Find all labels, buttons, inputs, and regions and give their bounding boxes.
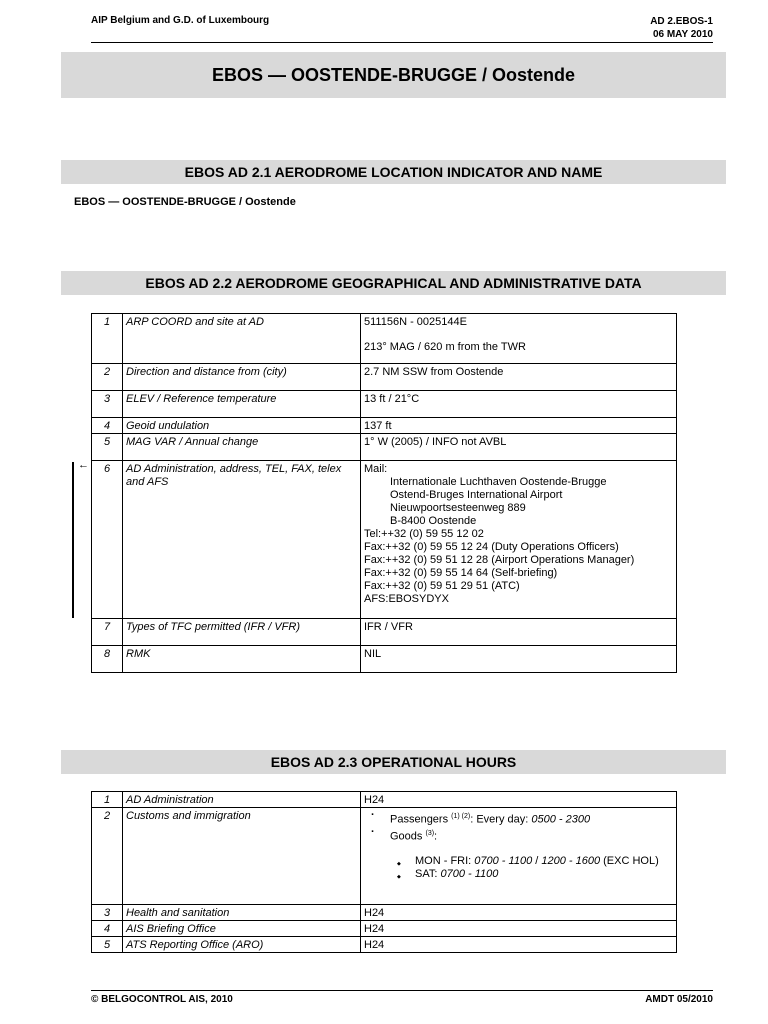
table-row [92, 434, 677, 461]
row-number: 1 [92, 792, 123, 808]
weekday-hours-2: 1200 - 1600 [541, 855, 601, 868]
goods-hours-list [364, 855, 673, 881]
address-line: Ostend-Bruges International Airport [390, 489, 563, 501]
table-row [92, 619, 677, 646]
weekday-label: MON - FRI: [415, 855, 475, 868]
row-number: 3 [92, 905, 123, 921]
table-row [92, 391, 677, 418]
row-value: H24 [361, 905, 677, 921]
change-bar [72, 462, 74, 618]
row-number: 5 [92, 434, 123, 461]
passengers-hours: 0500 - 2300 [531, 813, 591, 826]
address-line: Nieuwpoortsesteenweg 889 [390, 502, 526, 514]
row-number: 1 [92, 314, 123, 364]
weekday-hours-1: 0700 - 1100 [474, 855, 533, 868]
passengers-label: Passengers [390, 813, 449, 826]
row-value: H24 [361, 792, 677, 808]
table-row [92, 364, 677, 391]
row-number: 5 [92, 937, 123, 953]
row-item: ATS Reporting Office (ARO) [123, 937, 361, 953]
geo-admin-table [91, 313, 677, 673]
footer-copyright: © BELGOCONTROL AIS, 2010 [91, 994, 233, 1005]
contact-line: Fax:++32 (0) 59 51 12 28 (Airport Operations Manager) [364, 554, 635, 566]
header-reference [650, 15, 713, 41]
contact-line: Fax:++32 (0) 59 51 29 51 (ATC) [364, 580, 520, 592]
table-row [92, 937, 677, 953]
mail-label: Mail: [364, 463, 388, 475]
list-item [364, 868, 673, 881]
arp-coordinates: 511156N - 0025144E [364, 316, 467, 328]
row-item: Customs and immigration [123, 808, 361, 905]
row-value [361, 461, 677, 619]
customs-list [364, 810, 673, 843]
table-row [92, 808, 677, 905]
operational-hours-table [91, 791, 677, 953]
table-row [92, 792, 677, 808]
contact-line: Tel:++32 (0) 59 55 12 02 [364, 528, 484, 540]
row-value: NIL [361, 646, 677, 673]
row-item: RMK [123, 646, 361, 673]
row-item: Types of TFC permitted (IFR / VFR) [123, 619, 361, 646]
footnote-ref: (3) [425, 829, 435, 837]
goods-colon: : [434, 830, 438, 843]
row-value: IFR / VFR [361, 619, 677, 646]
aerodrome-name: EBOS — OOSTENDE-BRUGGE / Oostende [74, 196, 296, 208]
table-row [92, 461, 677, 619]
separator: / [532, 855, 542, 868]
row-number: 6 [92, 461, 123, 619]
row-item: Health and sanitation [123, 905, 361, 921]
weekday-note: (EXC HOL) [600, 855, 659, 868]
contact-line: Fax:++32 (0) 59 55 12 24 (Duty Operations Officers) [364, 541, 619, 553]
address-line: B-8400 Oostende [390, 515, 477, 527]
section-2-2-heading: EBOS AD 2.2 AERODROME GEOGRAPHICAL AND ADMINISTRATIVE DATA [61, 271, 726, 295]
row-item: AD Administration [123, 792, 361, 808]
footer-amendment: AMDT 05/2010 [645, 994, 713, 1005]
header-divider [91, 42, 713, 43]
table-row [92, 314, 677, 364]
row-item: ARP COORD and site at AD [123, 314, 361, 364]
list-item [364, 827, 673, 844]
row-item: ELEV / Reference temperature [123, 391, 361, 418]
row-number: 4 [92, 418, 123, 434]
row-item: AIS Briefing Office [123, 921, 361, 937]
row-number: 2 [92, 808, 123, 905]
header-publication: AIP Belgium and G.D. of Luxembourg [91, 15, 270, 26]
saturday-hours: 0700 - 1100 [440, 868, 499, 881]
row-value: 137 ft [361, 418, 677, 434]
row-value [361, 314, 677, 364]
passengers-text: : Every day: [470, 813, 532, 826]
footnote-ref: (1) (2) [451, 813, 471, 820]
list-item [364, 810, 673, 827]
section-2-3-heading: EBOS AD 2.3 OPERATIONAL HOURS [61, 750, 726, 774]
row-item: Geoid undulation [123, 418, 361, 434]
row-item: MAG VAR / Annual change [123, 434, 361, 461]
table-row [92, 905, 677, 921]
row-item: AD Administration, address, TEL, FAX, telex and AFS [123, 461, 361, 619]
table-row [92, 418, 677, 434]
page-reference: AD 2.EBOS-1 [650, 16, 713, 27]
arp-site: 213° MAG / 620 m from the TWR [364, 341, 526, 353]
goods-label: Goods [390, 830, 423, 843]
row-number: 2 [92, 364, 123, 391]
address-line: Internationale Luchthaven Oostende-Brugge [390, 476, 607, 488]
contact-line: AFS:EBOSYDYX [364, 593, 449, 605]
row-value: 1° W (2005) / INFO not AVBL [361, 434, 677, 461]
row-item: Direction and distance from (city) [123, 364, 361, 391]
row-number: 4 [92, 921, 123, 937]
table-row [92, 921, 677, 937]
row-number: 7 [92, 619, 123, 646]
contact-line: Fax:++32 (0) 59 55 14 64 (Self-briefing) [364, 567, 558, 579]
row-number: 8 [92, 646, 123, 673]
section-2-1-heading: EBOS AD 2.1 AERODROME LOCATION INDICATOR AND NAME [61, 160, 726, 184]
list-item [364, 855, 673, 868]
change-arrow-icon: ← [78, 459, 89, 471]
row-value: 13 ft / 21°C [361, 391, 677, 418]
page-title: EBOS — OOSTENDE-BRUGGE / Oostende [61, 52, 726, 98]
saturday-label: SAT: [415, 868, 441, 881]
footer-divider [91, 990, 713, 991]
row-value: 2.7 NM SSW from Oostende [361, 364, 677, 391]
row-value: H24 [361, 921, 677, 937]
table-row [92, 646, 677, 673]
row-number: 3 [92, 391, 123, 418]
row-value [361, 808, 677, 905]
page-date: 06 MAY 2010 [652, 29, 713, 40]
row-value: H24 [361, 937, 677, 953]
